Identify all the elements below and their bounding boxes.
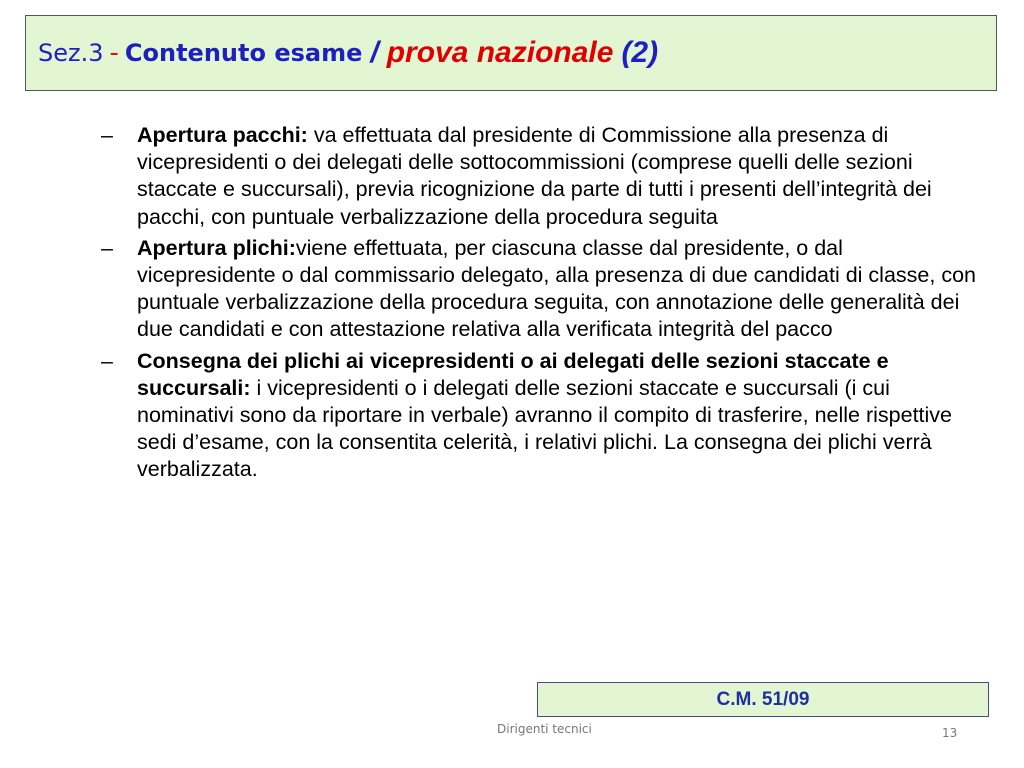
- title-prova: prova nazionale: [386, 36, 614, 69]
- title-number: (2): [621, 36, 659, 69]
- bullet-dash: –: [101, 348, 113, 373]
- bullet-dash: –: [101, 123, 113, 147]
- bullet-list: [97, 122, 977, 488]
- slide-title: [25, 15, 997, 91]
- bullet-heading: Consegna dei plichi ai vicepresidenti o ai delegati delle sezioni staccate e succursali:: [137, 348, 889, 400]
- bullet-dash: –: [101, 235, 113, 260]
- footer-text: Dirigenti tecnici: [497, 722, 592, 736]
- title-dash: -: [109, 38, 119, 68]
- bullet-apertura-plichi: [97, 235, 977, 344]
- bullet-text: i vicepresidenti o i delegati delle sezioni staccate e succursali (i cui nominativi sono da riportare in verbale) avranno il compito di trasferire, nelle rispettive sedi d’esame, con la consentita celerità, i relativi plichi. La consegna dei plichi verrà verbalizzata.: [137, 375, 952, 482]
- title-slash: /: [370, 36, 379, 69]
- title-contenuto: Contenuto esame: [124, 39, 363, 67]
- bullet-text: viene effettuata, per ciascuna classe dal presidente, o dal vicepresidente o dal commissario delegato, alla presenza di due candidati di classe, con puntuale verbalizzazione della procedura seguita, con annotazione delle generalità dei due candidati e con attestazione relativa alla verificata integrità del pacco: [137, 235, 976, 342]
- bullet-text: va effettuata dal presidente di Commissione alla presenza di vicepresidenti o dei delegati delle sottocommissioni (comprese quelli delle sezioni staccate e succursali), previa ricognizione da parte di tutti i presenti dell’integrità dei pacchi, con puntuale verbalizzazione della procedura seguita: [137, 123, 932, 229]
- reference-box: C.M. 51/09: [537, 682, 989, 717]
- title-section: Sez.3: [38, 39, 104, 67]
- bullet-heading: Apertura pacchi:: [137, 123, 308, 147]
- bullet-apertura-pacchi: [97, 122, 977, 231]
- bullet-consegna-plichi: [97, 348, 977, 484]
- page-number: 13: [942, 726, 958, 740]
- bullet-heading: Apertura plichi:: [137, 235, 296, 260]
